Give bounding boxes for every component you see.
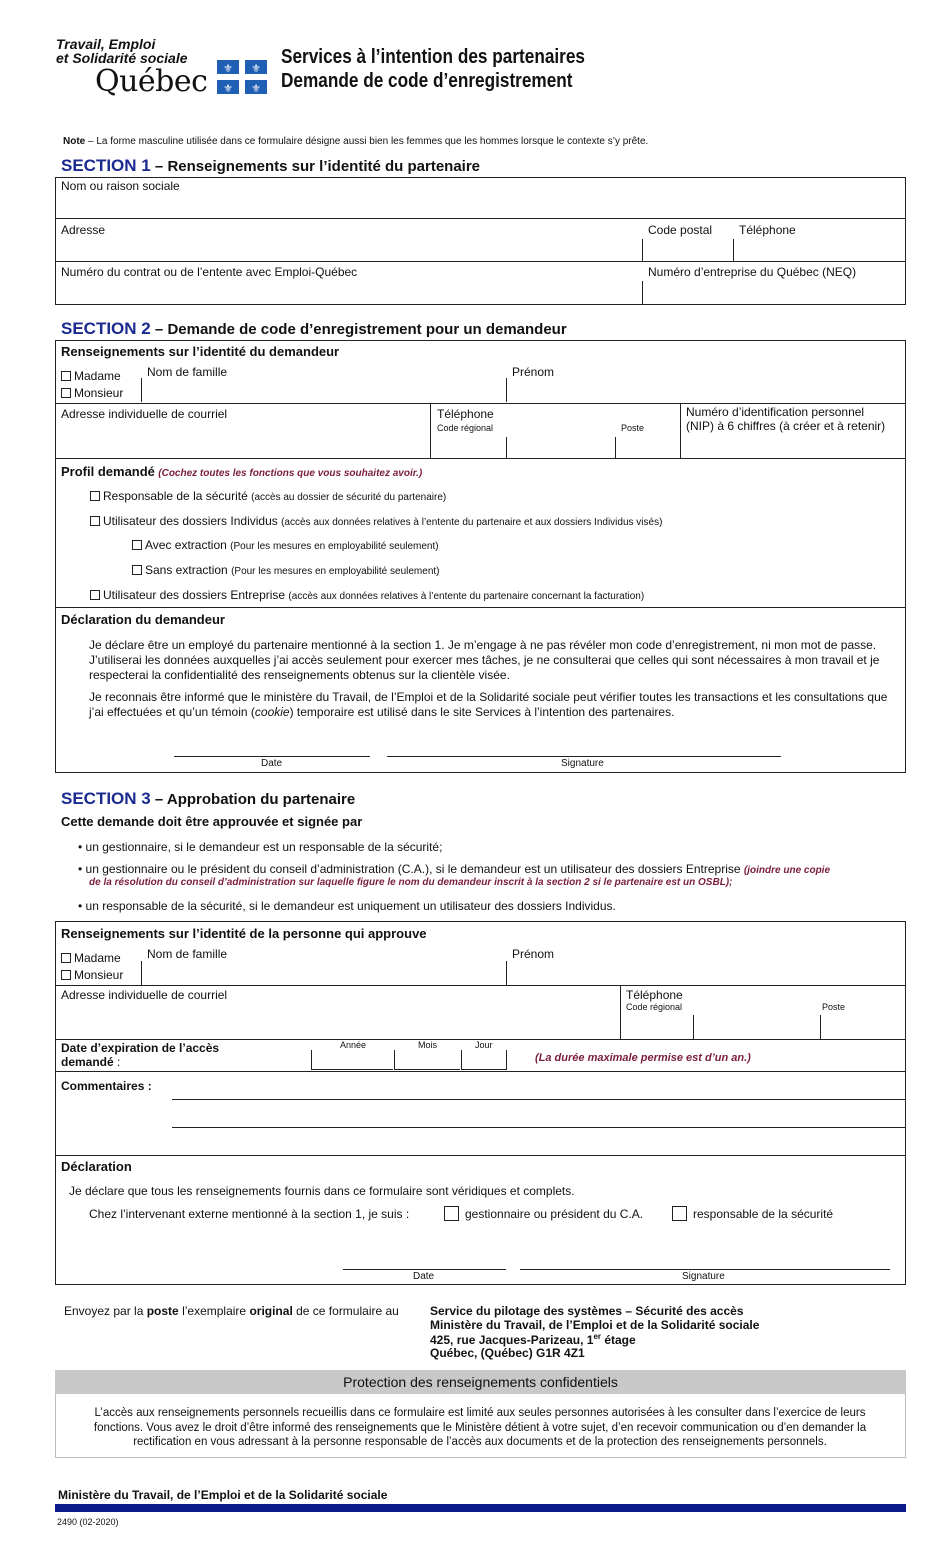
approver-declaration-heading: Déclaration — [61, 1159, 132, 1174]
approver-date-line[interactable] — [343, 1269, 506, 1270]
approver-role-question: Chez l’intervenant externe mentionné à la section 1, je suis : — [89, 1207, 410, 1221]
expiry-month-input[interactable] — [394, 1050, 460, 1070]
section1-heading: Renseignements sur l’identité du partenaire — [167, 158, 481, 175]
section2-number: SECTION 2 — [61, 319, 151, 338]
applicant-date-label: Date — [261, 758, 283, 769]
approval-bullet-2-note: de la résolution du conseil d’administration sur laquelle figure le nom du demandeur inscrit à la section 2 si le partenaire est un OSBL); — [89, 877, 733, 888]
mailing-address-line2: Ministère du Travail, de l’Emploi et de la Solidarité sociale — [430, 1318, 760, 1332]
expiry-month-label: Mois — [418, 1040, 438, 1050]
section3-box — [55, 921, 906, 1285]
svg-text:⚜: ⚜ — [223, 62, 233, 75]
section1-box — [55, 177, 906, 305]
comments-line-1[interactable] — [172, 1099, 905, 1100]
partner-contract-field[interactable]: Numéro du contrat ou de l’entente avec Emploi-Québec — [61, 265, 358, 279]
applicant-email-field[interactable]: Adresse individuelle de courriel — [61, 407, 228, 421]
approver-madame-checkbox[interactable]: Madame — [61, 951, 121, 965]
privacy-header — [55, 1370, 906, 1394]
approver-phone-field[interactable]: Téléphone — [626, 988, 683, 1002]
applicant-monsieur-checkbox[interactable]: Monsieur — [61, 386, 123, 400]
role-security-checkbox[interactable]: responsable de la sécurité — [672, 1206, 833, 1221]
section3-number: SECTION 3 — [61, 789, 151, 808]
quebec-flag-logo — [217, 60, 267, 94]
note: Note – La forme masculine utilisée dans ce formulaire désigne aussi bien les femmes que les hommes lorsque le contexte s’y prête. — [63, 136, 649, 147]
mailing-address-line3: 425, rue Jacques-Parizeau, 1er étage — [430, 1332, 636, 1347]
section2-heading: Demande de code d’enregistrement pour un demandeur — [167, 321, 567, 338]
approver-first-name-field[interactable]: Prénom — [512, 947, 555, 961]
approver-signature-line[interactable] — [520, 1269, 890, 1270]
applicant-nip-field-line2: (NIP) à 6 chiffres (à créer et à retenir) — [686, 419, 886, 433]
svg-text:⚜: ⚜ — [223, 82, 233, 94]
approver-last-name-field[interactable]: Nom de famille — [147, 947, 228, 961]
approver-date-label: Date — [413, 1271, 435, 1282]
expiry-note: (La durée maximale permise est d’un an.) — [535, 1052, 751, 1064]
form-code: 2490 (02-2020) — [57, 1517, 119, 1527]
approver-identity-heading: Renseignements sur l’identité de la personne qui approuve — [61, 926, 427, 941]
approver-declaration-text: Je déclare que tous les renseignements fournis dans ce formulaire sont véridiques et complets. — [69, 1184, 575, 1198]
applicant-last-name-field[interactable]: Nom de famille — [147, 365, 228, 379]
profile-instruction: (Cochez toutes les fonctions que vous souhaitez avoir.) — [158, 468, 423, 479]
applicant-identity-heading: Renseignements sur l’identité du demandeur — [61, 344, 340, 359]
partner-neq-field[interactable]: Numéro d’entreprise du Québec (NEQ) — [648, 265, 857, 279]
profile-security-manager-checkbox[interactable]: Responsable de la sécurité (accès au dossier de sécurité du partenaire) — [90, 489, 446, 503]
approval-subheading: Cette demande doit être approuvée et signée par — [61, 814, 363, 829]
partner-phone-field[interactable]: Téléphone — [739, 223, 796, 237]
expiry-day-label: Jour — [475, 1040, 493, 1050]
expiry-year-input[interactable] — [311, 1050, 393, 1070]
section1-title: SECTION 1 – Renseignements sur l’identité du partenaire — [61, 156, 481, 175]
approval-bullet-1: • un gestionnaire, si le demandeur est un responsable de la sécurité; — [78, 840, 443, 854]
footer-bar — [55, 1504, 906, 1512]
svg-text:⚜: ⚜ — [251, 82, 261, 94]
applicant-declaration-p1: Je déclare être un employé du partenaire mentionné à la section 1. Je m’engage à ne pas révéler mon code d’enregistrement, ni mon mot de passe. J’utiliserai les données auxquelles j’ai accès seulement pour exercer mes tâches, je ne consulterai que celles qui sont nécessaires à mon travail et je respecterai la confidentialité des renseignements obtenus sur la clientèle visée. — [89, 638, 880, 682]
approver-signature-label: Signature — [682, 1271, 725, 1282]
form-title-line2: Demande de code d’enregistrement — [281, 70, 573, 92]
applicant-signature-line[interactable] — [387, 756, 781, 757]
privacy-heading: Protection des renseignements confidentiels — [343, 1374, 618, 1390]
mailing-address-line4: Québec, (Québec) G1R 4Z1 — [430, 1346, 585, 1360]
applicant-madame-checkbox[interactable]: Madame — [61, 369, 121, 383]
expiry-date-label: Date d’expiration de l’accès — [61, 1041, 220, 1055]
profile-without-extraction-checkbox[interactable]: Sans extraction (Pour les mesures en employabilité seulement) — [132, 563, 440, 577]
section1-number: SECTION 1 — [61, 156, 151, 175]
applicant-phone-field[interactable]: Téléphone — [437, 407, 494, 421]
approval-bullet-2: • un gestionnaire ou le président du conseil d’administration (C.A.), si le demandeur est un utilisateur des dossiers Entreprise (joindre une copie — [78, 862, 831, 876]
applicant-first-name-field[interactable]: Prénom — [512, 365, 555, 379]
partner-name-field[interactable]: Nom ou raison sociale — [61, 179, 180, 193]
profile-individus-user-checkbox[interactable]: Utilisateur des dossiers Individus (accès aux données relatives à l’entente du partenaire et aux dossiers Individus visés) — [90, 514, 662, 528]
role-manager-checkbox[interactable]: gestionnaire ou président du C.A. — [444, 1206, 643, 1221]
applicant-extension-label: Poste — [621, 423, 645, 433]
mailing-address-line1: Service du pilotage des systèmes – Sécurité des accès — [430, 1304, 744, 1318]
approver-email-field[interactable]: Adresse individuelle de courriel — [61, 988, 228, 1002]
expiry-date-label-line2: demandé : — [61, 1055, 121, 1069]
section2-title: SECTION 2 – Demande de code d’enregistrement pour un demandeur — [61, 319, 567, 338]
approval-bullet-3: • un responsable de la sécurité, si le demandeur est uniquement un utilisateur des dossiers Individus. — [78, 899, 616, 913]
section3-title: SECTION 3 – Approbation du partenaire — [61, 789, 356, 808]
org-name-line1: Travail, Emploi — [56, 36, 156, 52]
form-title-line1: Services à l’intention des partenaires — [281, 46, 585, 68]
org-name-line2: et Solidarité sociale — [56, 50, 188, 66]
approver-area-code-label: Code régional — [626, 1002, 683, 1012]
quebec-wordmark: Québec — [95, 64, 208, 99]
svg-text:⚜: ⚜ — [251, 62, 261, 75]
mailing-instruction: Envoyez par la poste l’exemplaire original de ce formulaire au — [64, 1304, 399, 1318]
profile-with-extraction-checkbox[interactable]: Avec extraction (Pour les mesures en employabilité seulement) — [132, 538, 439, 552]
applicant-signature-label: Signature — [561, 758, 604, 769]
footer-ministry: Ministère du Travail, de l’Emploi et de la Solidarité sociale — [58, 1488, 388, 1502]
applicant-declaration-heading: Déclaration du demandeur — [61, 612, 225, 627]
profile-heading: Profil demandé (Cochez toutes les fonctions que vous souhaitez avoir.) — [61, 464, 423, 479]
comments-line-2[interactable] — [172, 1127, 905, 1128]
note-label: Note — [63, 136, 86, 147]
applicant-date-line[interactable] — [174, 756, 370, 757]
note-text: La forme masculine utilisée dans ce formulaire désigne aussi bien les femmes que les hommes lorsque le contexte s’y prête. — [96, 136, 649, 147]
expiry-year-label: Année — [340, 1040, 367, 1050]
section3-heading: Approbation du partenaire — [166, 791, 356, 808]
applicant-area-code-label: Code régional — [437, 423, 494, 433]
profile-entreprise-user-checkbox[interactable]: Utilisateur des dossiers Entreprise (accès aux données relatives à l’entente du partenaire concernant la facturation) — [90, 588, 644, 602]
partner-postal-code-field[interactable]: Code postal — [648, 223, 713, 237]
partner-address-field[interactable]: Adresse — [61, 223, 106, 237]
privacy-text: L’accès aux renseignements personnels recueillis dans ce formulaire est limité aux seules personnes autorisées à les consulter dans l’exercice de leurs fonctions. Vous avez le droit d’être informé des renseignements que le Ministère détient à votre sujet, d’en recevoir communication ou d’en demander la rectification en vous adressant à la personne responsable de l’accès aux documents et de la protection des renseignements personnels. — [93, 1407, 867, 1448]
approver-extension-label: Poste — [822, 1002, 846, 1012]
expiry-day-input[interactable] — [461, 1050, 507, 1070]
applicant-nip-field[interactable]: Numéro d’identification personnel — [686, 405, 865, 419]
applicant-declaration-p2: Je reconnais être informé que le ministère du Travail, de l’Emploi et de la Solidarité sociale peut vérifier toutes les transactions et les consultations que j’ai effectuées et qu’un témoin (cookie) temporaire est utilisé dans le site Services à l’intention des partenaires. — [89, 690, 888, 719]
approver-monsieur-checkbox[interactable]: Monsieur — [61, 968, 123, 982]
comments-label: Commentaires : — [61, 1079, 152, 1093]
